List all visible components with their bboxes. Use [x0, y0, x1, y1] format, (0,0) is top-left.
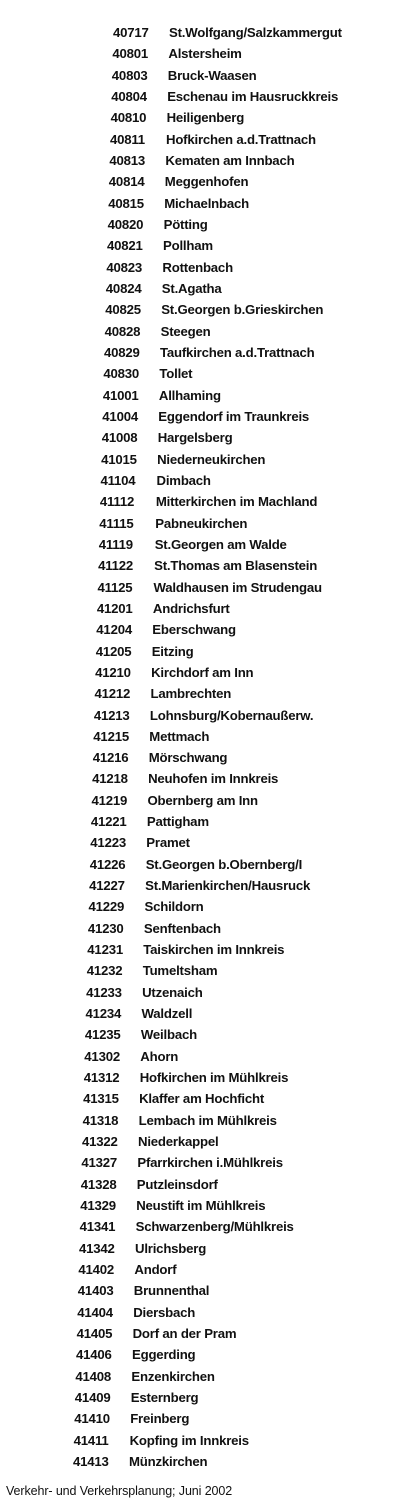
municipality-name: Eschenau im Hausruckkreis [167, 88, 339, 104]
municipality-name: Eberschwang [152, 622, 236, 638]
list-item [0, 683, 413, 704]
list-item [0, 1024, 413, 1045]
list-item [0, 1408, 413, 1429]
municipality-code: 40801 [112, 46, 149, 62]
municipality-name: Ahorn [140, 1048, 179, 1064]
municipality-name: Kematen am Innbach [165, 152, 295, 168]
municipality-name: Enzenkirchen [131, 1368, 215, 1384]
list-item [0, 257, 413, 278]
municipality-code: 41233 [86, 984, 122, 1000]
list-item [0, 235, 413, 256]
municipality-code: 41229 [88, 899, 125, 915]
municipality-code: 41327 [81, 1155, 118, 1171]
municipality-name: Mettmach [149, 728, 210, 744]
municipality-code: 40825 [105, 302, 141, 318]
municipality-name: Lembach im Mühlkreis [138, 1112, 277, 1128]
list-item [0, 1195, 413, 1216]
list-item [0, 768, 413, 789]
municipality-code: 41231 [87, 942, 123, 958]
municipality-name: Tumeltsham [142, 963, 218, 979]
municipality-code: 41223 [90, 835, 126, 851]
municipality-name: Utzenaich [142, 984, 203, 1000]
municipality-code: 40813 [109, 152, 146, 168]
municipality-name: Eggerding [132, 1347, 196, 1363]
municipality-code: 41216 [92, 750, 129, 766]
municipality-code: 41104 [100, 472, 136, 488]
municipality-code: 41221 [90, 814, 127, 830]
list-item [0, 299, 413, 320]
municipality-name: Allhaming [158, 387, 221, 403]
list-item [0, 150, 413, 171]
municipality-name: Meggenhofen [164, 174, 249, 190]
municipality-name: Mörschwang [148, 750, 228, 766]
municipality-code: 40829 [104, 344, 140, 360]
list-item [0, 619, 413, 640]
municipality-name: Michaelnbach [164, 195, 249, 211]
municipality-code: 41329 [80, 1198, 116, 1214]
municipality-code: 41125 [97, 579, 133, 595]
municipality-name: Kopfing im Innkreis [129, 1432, 249, 1448]
list-item [0, 491, 413, 512]
municipality-code: 41404 [77, 1304, 113, 1320]
municipality-name: St.Marienkirchen/Hausruck [145, 878, 311, 894]
list-item [0, 1302, 413, 1323]
municipality-name: Waldzell [141, 1006, 193, 1022]
municipality-name: Rottenbach [162, 259, 233, 275]
list-item [0, 171, 413, 192]
list-item [0, 641, 413, 662]
municipality-name: Schwarzenberg/Mühlkreis [135, 1219, 294, 1235]
list-item [0, 577, 413, 598]
municipality-name: Münzkirchen [129, 1453, 208, 1469]
municipality-name: Tollet [159, 366, 193, 382]
list-item [0, 1046, 413, 1067]
municipality-code: 41318 [82, 1112, 119, 1128]
municipality-code: 41204 [96, 622, 132, 638]
municipality-code: 41112 [99, 494, 135, 510]
municipality-name: Diersbach [133, 1304, 196, 1320]
municipality-code: 41201 [96, 600, 133, 616]
list-item [0, 598, 413, 619]
municipality-name: Pramet [146, 835, 190, 851]
municipality-name: Senftenbach [143, 920, 221, 936]
municipality-code: 40820 [107, 216, 144, 232]
list-item [0, 1451, 413, 1472]
list-item [0, 705, 413, 726]
municipality-name: Andrichsfurt [152, 600, 230, 616]
list-item [0, 107, 413, 128]
list-item [0, 406, 413, 427]
municipality-code: 41218 [92, 771, 128, 787]
municipality-name: Taiskirchen im Innkreis [143, 942, 285, 958]
municipality-name: Steegen [160, 323, 211, 339]
list-item [0, 534, 413, 555]
list-item [0, 449, 413, 470]
list-item [0, 1430, 413, 1451]
municipality-name: Neuhofen im Innkreis [148, 771, 279, 787]
municipality-name: Freinberg [130, 1411, 190, 1427]
municipality-code: 41406 [76, 1347, 112, 1363]
list-item [0, 1174, 413, 1195]
municipality-name: Dorf an der Pram [132, 1326, 237, 1342]
municipality-name: Putzleinsdorf [136, 1176, 218, 1192]
list-item [0, 65, 413, 86]
municipality-name: Pollham [163, 238, 213, 254]
page-footer: Verkehr- und Verkehrsplanung; Juni 2002 [6, 1484, 233, 1498]
municipality-name: Klaffer am Hochficht [139, 1091, 265, 1107]
municipality-code: 41226 [89, 856, 126, 872]
municipality-name: Pattigham [146, 814, 209, 830]
list-item [0, 470, 413, 491]
list-item [0, 1387, 413, 1408]
municipality-code: 41302 [84, 1048, 120, 1064]
list-item [0, 960, 413, 981]
list-item [0, 555, 413, 576]
municipality-code: 41119 [98, 536, 133, 552]
municipality-name: Lohnsburg/Kobernaußerw. [149, 707, 314, 723]
municipality-name: Brunnenthal [133, 1283, 210, 1299]
municipality-code: 41403 [77, 1283, 114, 1299]
municipality-code: 41411 [73, 1432, 109, 1448]
list-item [0, 385, 413, 406]
list-item [0, 1088, 413, 1109]
list-item [0, 363, 413, 384]
municipality-name: St.Agatha [161, 280, 222, 296]
municipality-code: 40814 [108, 174, 145, 190]
list-item [0, 896, 413, 917]
list-item [0, 1131, 413, 1152]
municipality-code: 41328 [80, 1176, 117, 1192]
list-item [0, 1238, 413, 1259]
list-item [0, 1280, 413, 1301]
municipality-name: Neustift im Mühlkreis [136, 1198, 266, 1214]
list-item [0, 747, 413, 768]
municipality-code: 41215 [93, 728, 129, 744]
list-item [0, 193, 413, 214]
municipality-code: 41122 [98, 558, 134, 574]
municipality-name: St.Georgen b.Grieskirchen [161, 302, 324, 318]
municipality-code: 41008 [101, 430, 138, 446]
list-item [0, 427, 413, 448]
list-item [0, 1110, 413, 1131]
municipality-code: 41235 [84, 1027, 121, 1043]
list-item [0, 811, 413, 832]
list-item [0, 918, 413, 939]
list-item [0, 875, 413, 896]
municipality-code: 41212 [94, 686, 131, 702]
list-item [0, 513, 413, 534]
municipality-code: 41413 [73, 1453, 109, 1469]
municipality-name: Schildorn [144, 899, 204, 915]
municipality-name: Kirchdorf am Inn [151, 664, 254, 680]
municipality-code: 41342 [79, 1240, 115, 1256]
municipality-name: Esternberg [130, 1390, 199, 1405]
municipality-name: Lambrechten [150, 686, 232, 702]
municipality-code: 41234 [85, 1006, 122, 1022]
municipality-code: 40717 [113, 25, 149, 40]
municipality-code: 41402 [78, 1262, 115, 1278]
municipality-name: Waldhausen im Strudengau [153, 579, 322, 595]
municipality-name: St.Thomas am Blasenstein [154, 558, 318, 574]
list-item [0, 1216, 413, 1237]
municipality-name: Andorf [134, 1262, 177, 1278]
municipality-code: 41341 [79, 1219, 116, 1235]
municipality-name: St.Georgen b.Obernberg/I [145, 856, 303, 872]
municipality-code: 41410 [74, 1411, 110, 1427]
municipality-code: 41219 [91, 792, 128, 808]
municipality-name: Bruck-Waasen [167, 67, 257, 83]
municipality-name: Eitzing [151, 643, 194, 659]
municipality-name: Niederneukirchen [157, 451, 266, 467]
list-item [0, 726, 413, 747]
municipality-code: 40824 [105, 280, 142, 296]
list-item [0, 342, 413, 363]
municipality-code: 41408 [75, 1368, 112, 1384]
municipality-code: 41210 [95, 664, 131, 680]
list-item [0, 278, 413, 299]
list-item [0, 86, 413, 107]
municipality-name: Dimbach [156, 472, 211, 488]
municipality-name: St.Georgen am Walde [154, 536, 287, 552]
municipality-name: St.Wolfgang/Salzkammergut [169, 25, 342, 40]
municipality-code: 41004 [102, 408, 138, 424]
list-item [0, 321, 413, 342]
municipality-name: Hofkirchen a.d.Trattnach [166, 131, 316, 147]
list-item [0, 790, 413, 811]
list-item [0, 1003, 413, 1024]
municipality-name: Alstersheim [168, 46, 242, 62]
list-item [0, 1344, 413, 1365]
municipality-code: 40828 [104, 323, 141, 339]
list-item [0, 43, 413, 64]
municipality-code: 41115 [99, 515, 134, 531]
list-item [0, 1259, 413, 1280]
list-item [0, 832, 413, 853]
municipality-code: 40815 [108, 195, 144, 211]
municipality-code: 40811 [110, 131, 145, 147]
municipality-name: Pötting [163, 216, 208, 232]
list-item [0, 854, 413, 875]
municipality-code: 41230 [87, 920, 124, 936]
municipality-code: 41409 [74, 1390, 111, 1405]
list-item [0, 1152, 413, 1173]
municipality-code: 41322 [82, 1134, 118, 1150]
municipality-code: 41232 [86, 963, 123, 979]
list-item [0, 22, 413, 43]
municipality-name: Pfarrkirchen i.Mühlkreis [137, 1155, 283, 1171]
municipality-name: Eggendorf im Traunkreis [158, 408, 310, 424]
municipality-code: 41205 [95, 643, 132, 659]
municipality-code: 40830 [103, 366, 140, 382]
list-item [0, 1067, 413, 1088]
municipality-name: Niederkappel [138, 1134, 219, 1150]
municipality-code: 41015 [101, 451, 137, 467]
list-item [0, 662, 413, 683]
list-item [0, 129, 413, 150]
municipality-name: Pabneukirchen [155, 515, 248, 531]
list-item [0, 214, 413, 235]
list-item [0, 982, 413, 1003]
municipality-name: Hargelsberg [157, 430, 233, 446]
municipality-name: Taufkirchen a.d.Trattnach [160, 344, 315, 360]
municipality-code: 40803 [111, 67, 148, 83]
municipality-code: 41001 [102, 387, 139, 403]
list-item [0, 1366, 413, 1387]
municipality-list [0, 22, 413, 1472]
municipality-code: 40810 [110, 110, 147, 126]
municipality-code: 41227 [89, 878, 125, 894]
list-item [0, 939, 413, 960]
municipality-code: 40821 [107, 238, 143, 254]
municipality-code: 41315 [83, 1091, 119, 1107]
municipality-code: 40804 [111, 88, 147, 104]
municipality-name: Heiligenberg [166, 110, 245, 126]
municipality-code: 41312 [83, 1070, 120, 1086]
municipality-code: 41405 [76, 1326, 113, 1342]
municipality-name: Ulrichsberg [135, 1240, 207, 1256]
municipality-name: Hofkirchen im Mühlkreis [139, 1070, 289, 1086]
municipality-name: Obernberg am Inn [147, 792, 258, 808]
municipality-name: Mitterkirchen im Machland [155, 494, 318, 510]
municipality-code: 41213 [93, 707, 130, 723]
list-item [0, 1323, 413, 1344]
municipality-name: Weilbach [140, 1027, 197, 1043]
municipality-code: 40823 [106, 259, 143, 275]
